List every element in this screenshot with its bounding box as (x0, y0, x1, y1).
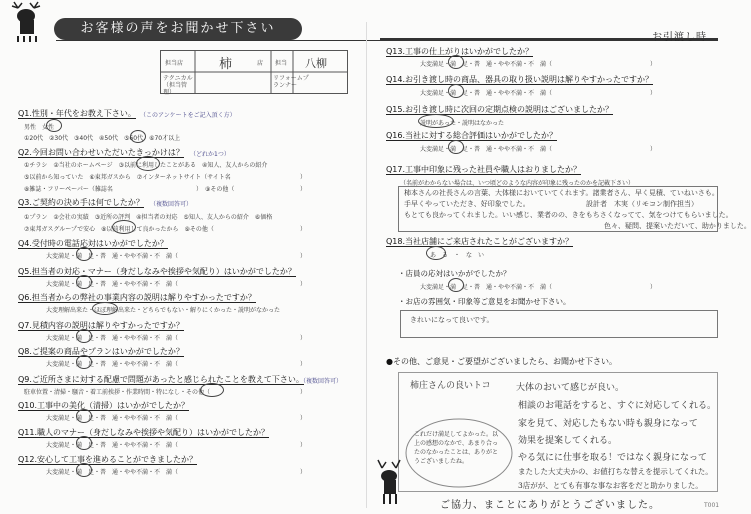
q13-scale: 大変満足・満 足・普 通・やや不満・不 満（ (420, 61, 553, 68)
page-tag (652, 28, 707, 43)
q3: Q3.ご契約の決め手は何でしたか？ (18, 198, 144, 207)
q12: Q12.安心して工事を進めることができましたか？ (18, 455, 198, 464)
q9-paren: ） (300, 389, 307, 396)
q2-options-3: ⑧雑誌・フリーペーパー（雑誌名 (24, 186, 113, 193)
q18-answer-circle (426, 246, 446, 260)
corner-code: T001 (704, 502, 720, 509)
q8-scale: 大変満足・満 足・普 通・やや不満・不 満（ (46, 361, 179, 368)
q9-options: 駐車位置・清掃・騒音・着工前挨拶・作業時間・特になし・その他（ (24, 389, 211, 396)
opinion-hand-1: 大体のおいて感じが良い。 (516, 383, 625, 393)
page-title: お客様の声をお聞かせ下さい (54, 18, 302, 40)
q2-answer-circle (136, 156, 160, 171)
opinion-hand-3: 家を見て、対応したもない時も親身になって (518, 419, 698, 429)
q8-paren: ） (300, 361, 307, 368)
store-header: 担当店 (165, 60, 184, 67)
technical-label: テクニカル（担当管理） (163, 75, 193, 96)
opinion-hand-4: 効果を提案してくれる。 (518, 436, 618, 446)
q3-paren: ） (300, 226, 307, 233)
q2: Q2.今回お問い合わせいただいたきっかけは？ (18, 148, 184, 157)
q4: Q4.受付時の電話応対はいかがでしたか？ (18, 239, 168, 248)
q10-paren: ） (300, 415, 307, 422)
q15-answer-circle (418, 114, 454, 128)
q9-answer-circle (200, 383, 224, 397)
q6: Q6.担当者からの弊社の事業内容の説明は解りやすかったですか？ (18, 293, 256, 302)
q10: Q10.工事中の美化（清掃）はいかがでしたか？ (18, 401, 190, 410)
q10-answer-circle (76, 409, 92, 423)
q11-answer-circle (76, 436, 92, 450)
q2-options-1: ①チラシ ②当社のホームページ ③以前に利用したことがある ④知人、友人からの紹介 (24, 162, 268, 169)
q5-answer-circle (76, 275, 92, 289)
column-divider (366, 22, 367, 508)
q1: Q1.性別・年代をお教え下さい。 (18, 109, 136, 118)
q10-scale: 大変満足・満 足・普 通・やや不満・不 満（ (46, 415, 179, 422)
opinion-hand-7: 3店がが、とても有事な事なお客をだと助かりました。 (518, 481, 703, 490)
q5: Q5.担当者の対応・マナー（身だしなみや挨拶や気配り）はいかがでしたか？ (18, 267, 296, 276)
header-rule (56, 40, 718, 41)
q9-note: （複数回答可） (300, 378, 343, 385)
q4-scale: 大変満足・満 足・普 通・やや不満・不 満（ (46, 253, 179, 260)
q7-scale: 大変満足・満 足・普 通・やや不満・不 満（ (46, 335, 179, 342)
q6-scale: 大変理解出来た・ほぼ理解出来た・どちらでもない・解りにくかった・説明がなかった (46, 307, 280, 314)
right-header-rule (380, 38, 718, 40)
opinion-title: ●その他、ご意見・ご要望がございましたら、お聞かせ下さい。 (386, 357, 617, 366)
opinion-hand-5: やる気にに仕事を取る！ではなく親身になって (518, 453, 708, 463)
reform-planner-label: リフォームプランナー (273, 75, 309, 89)
q12-answer-circle (76, 463, 92, 477)
q11: Q11.職人のマナー（身だしなみや挨拶や気配り）はいかがでしたか？ (18, 428, 270, 437)
opinion-hand-2: 相談のお電話をすると、すぐに対応してくれる。 (518, 401, 717, 411)
q9: Q9.ご近所さまに対する配慮で問題があったと感じられたことを教えて下さい。 (18, 375, 304, 384)
q1-ages: ①20代 ②30代 ③40代 ④50代 ⑤60代 ⑥70才以上 (24, 135, 181, 142)
q4-paren: ） (300, 253, 307, 260)
q18a-scale: 大変満足・満 足・普 通・やや不満・不 満（ (420, 284, 553, 291)
opinion-hand-6: またした大丈夫かの、お値打ちな替えを提示してくれた。 (518, 467, 713, 476)
q3-answer-circle (112, 220, 136, 234)
q3-note: （複数回答可） (150, 201, 193, 208)
q4-answer-circle (76, 247, 92, 261)
q18b: ・お店の雰囲気・印象等ご意見をお聞かせ下さい。 (398, 297, 571, 306)
q6-answer-circle (92, 302, 118, 315)
q14-answer-circle (448, 84, 464, 98)
q2-paren-2: ） (300, 186, 307, 193)
q11-scale: 大変満足・満 足・普 通・やや不満・不 満（ (46, 442, 179, 449)
side-note: これだけ満足してよかった。以上の感想のなかで、あまり合ったのなかったことは、ありがとうございましたね。 (414, 431, 499, 465)
person-header: 担当 (275, 60, 288, 67)
q17-hand-4: もとても良かってくれました。いい感じ、業者のの、きをもちさくなってて、気をつけてもらいました。 (404, 211, 733, 219)
q2-paren-1: ） (300, 174, 307, 181)
q1-answer-circle (46, 119, 62, 132)
deer-mascot-footer-icon (372, 460, 412, 506)
q14-paren: ） (650, 90, 657, 97)
q17-hand-5: 色々、疑問、提案いただいて、助かりました。 (604, 222, 751, 230)
q17-hand-1: 柿本さんの社長さんの言葉、大体様においていてくれます。諸業者さん、早く見積、ていねいさも。 (404, 189, 719, 197)
q11-paren: ） (300, 442, 307, 449)
person-value: 八柳 (305, 57, 327, 70)
q17-hand-3: 設計者 木実（リモコン制作担当） (586, 200, 698, 208)
q7-paren: ） (300, 335, 307, 342)
deer-mascot-icon (4, 2, 52, 42)
q1-gender: 男性 女性 (24, 124, 55, 131)
q5-scale: 大変満足・満 足・普 通・やや不満・不 満（ (46, 281, 179, 288)
footer-thanks: ご協力、まことにありがとうございました。 (440, 500, 660, 511)
q7: Q7.見積内容の説明は解りやすかったですか？ (18, 321, 184, 330)
q2-options-2: ⑤以前から知っていた ⑥東邦ガスから ⑦インターネットサイト（サイト名 (24, 174, 231, 181)
staff-info-table (160, 50, 348, 94)
q16-paren: ） (650, 146, 657, 153)
q7-answer-circle (76, 329, 92, 343)
q1-age-circle (130, 130, 146, 143)
q16-scale: 大変満足・満 足・普 通・やや不満・不 満（ (420, 146, 553, 153)
q13-paren: ） (650, 61, 657, 68)
q18b-hand: きれいになって良いです。 (410, 316, 494, 324)
q17: Q17.工事中印象に残った社員や職人はおりましたか？ (386, 165, 582, 174)
q2-options-4: ） ⑨その他（ (196, 186, 235, 193)
q12-scale: 大変満足・満 足・普 通・やや不満・不 満（ (46, 469, 179, 476)
q12-paren: ） (300, 469, 307, 476)
q15: Q15.お引き渡し時に次回の定期点検の説明はございましたか？ (386, 105, 614, 114)
q13: Q13.工事の仕上がりはいかがでしたか？ (386, 47, 534, 56)
q18a: ・店員の応対はいかがでしたか？ (398, 269, 511, 278)
q8: Q8.ご提案の商品やプランはいかがでしたか？ (18, 347, 184, 356)
q3-options-1: ①プラン ②会社の実績 ③近所の評判 ④担当者の対応 ⑤知人、友人からの紹介 ⑥価格 (24, 214, 273, 221)
q2-note: （どれか1つ） (190, 151, 230, 158)
q5-paren: ） (300, 281, 307, 288)
q17-note: （名前がわからない場合は、いつ頃どのような内容が印象に残ったのかを記載下さい） (400, 180, 635, 187)
q18-scale: あ る ・ な い (430, 252, 485, 259)
q8-answer-circle (76, 355, 92, 369)
q14: Q14.お引き渡し時の商品、器具の取り扱い説明は解りやすかったですか？ (386, 75, 654, 84)
q16: Q16.当社に対する総合評価はいかがでしたか？ (386, 131, 558, 140)
q14-scale: 大変満足・満 足・普 通・やや不満・不 満（ (420, 90, 553, 97)
store-value: 柿 (219, 57, 233, 72)
q18: Q18.当社店舗にご来店されたことがございますか？ (386, 237, 574, 246)
store-suffix: 店 (257, 60, 264, 67)
opinion-hand-heading: 柿庄さんの良いトコ (410, 381, 491, 391)
q18a-answer-circle (448, 278, 464, 292)
q18a-paren: ） (650, 284, 657, 291)
q17-hand-2: 手早くやっていただき、好印象でした。 (404, 200, 530, 208)
q3-options-2: ⑦東邦ガスグループで安心 ⑧以前利用して良かったから ⑨その他（ (24, 226, 214, 233)
q15-scale: 説明があった・説明はなかった (420, 120, 504, 127)
q13-answer-circle (448, 55, 464, 69)
q16-answer-circle (448, 140, 464, 154)
q1-note: （このアンケートをご記入頂く方） (140, 112, 236, 119)
